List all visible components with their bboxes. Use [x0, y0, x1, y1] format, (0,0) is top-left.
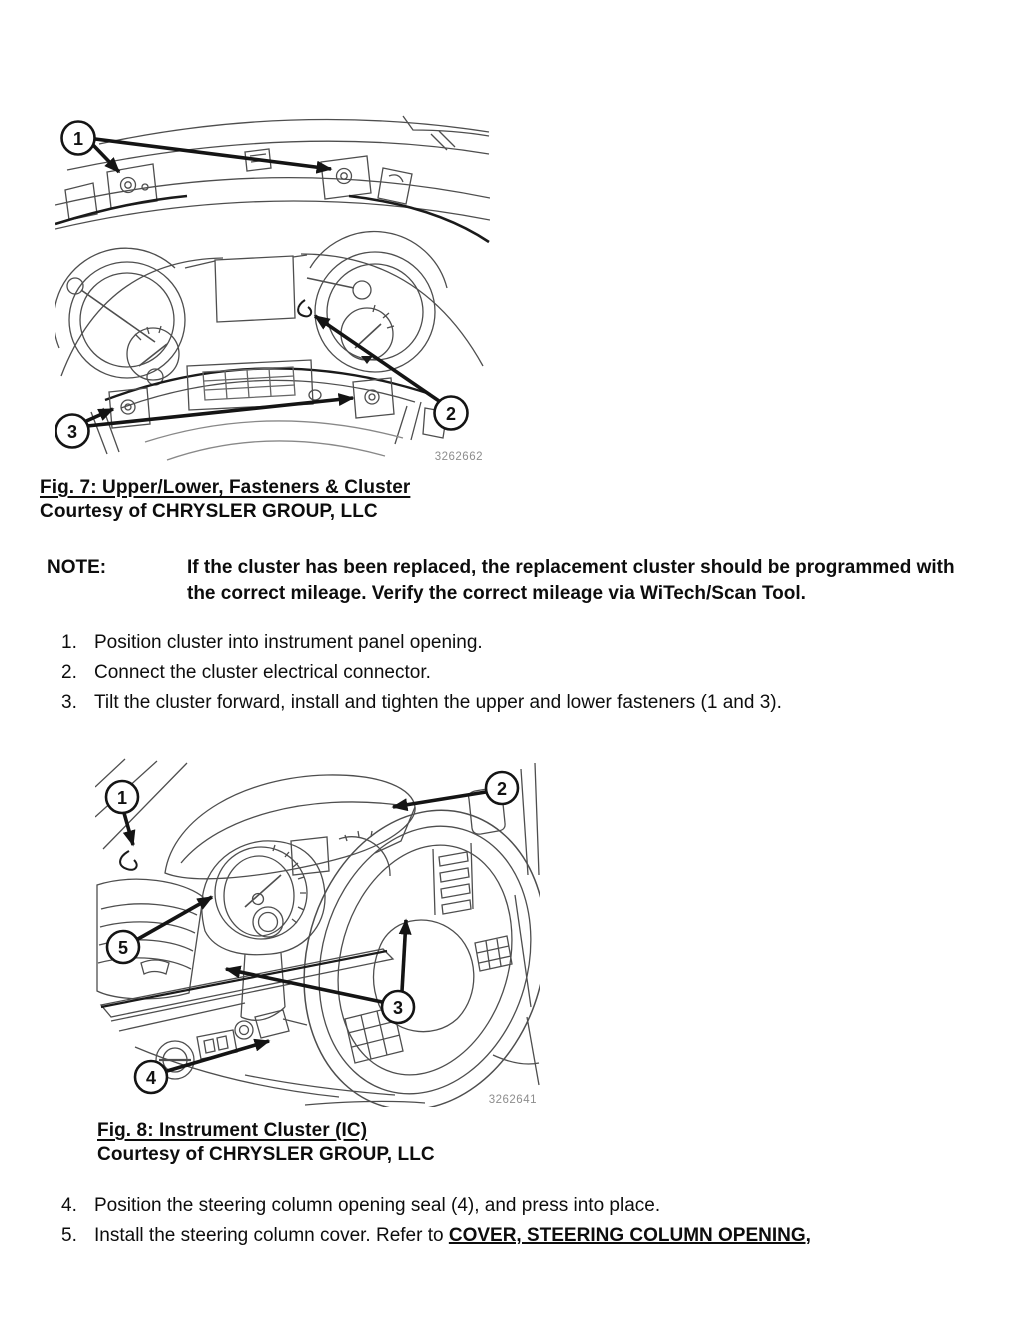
- figure-7-id-number: 3262662: [434, 451, 483, 463]
- note-label: NOTE:: [47, 557, 107, 578]
- fig8-lineart: [95, 759, 540, 1107]
- step-3-text: Tilt the cluster forward, install and tighten the upper and lower fasteners (1 and 3).: [94, 692, 782, 713]
- figure-7-caption-title: Fig. 7: Upper/Lower, Fasteners & Cluster: [40, 477, 411, 498]
- step-4-number: 4.: [61, 1195, 77, 1216]
- step-1: [61, 632, 981, 653]
- figure-7-caption-courtesy: Courtesy of CHRYSLER GROUP, LLC: [40, 501, 378, 522]
- fig8-callouts: [106, 772, 518, 1093]
- fig8-callout-2-label: 2: [496, 779, 508, 799]
- fig7-callout-2-label: 2: [445, 404, 457, 424]
- fig8-callout-2: [486, 772, 518, 804]
- fig8-callout-4-label: 4: [145, 1068, 157, 1088]
- step-5: [61, 1225, 981, 1246]
- fig7-lineart: [55, 116, 490, 460]
- figure-8-caption-courtesy: Courtesy of CHRYSLER GROUP, LLC: [97, 1144, 435, 1165]
- fig7-callout-2: [435, 397, 468, 430]
- figure-8-caption: [97, 1119, 435, 1167]
- fig7-callout-1-label: 1: [72, 129, 84, 149]
- installation-steps-4-5: [61, 1195, 981, 1255]
- fig8-callout-1: [106, 781, 138, 813]
- cover-steering-column-opening-link[interactable]: COVER, STEERING COLUMN OPENING,: [448, 1225, 811, 1246]
- installation-steps-1-3: [61, 632, 981, 722]
- fig8-callout-5: [107, 931, 139, 963]
- note-text: If the cluster has been replaced, the replacement cluster should be programmed with the correct mileage. Verify the correct mileage via WiTech/Scan Tool.: [187, 557, 955, 604]
- figure-7-caption: [40, 476, 410, 524]
- fig7-callout-1: [62, 122, 95, 155]
- figure-8-caption-title: Fig. 8: Instrument Cluster (IC): [97, 1120, 368, 1141]
- fig8-callout-5-label: 5: [117, 938, 129, 958]
- fig7-callout-3: [56, 415, 89, 448]
- step-3-number: 3.: [61, 692, 77, 713]
- fig8-callout-1-label: 1: [116, 788, 128, 808]
- step-1-text: Position cluster into instrument panel opening.: [94, 632, 483, 653]
- figure-8-id-number: 3262641: [488, 1094, 537, 1106]
- fig8-callout-3: [382, 991, 414, 1023]
- note-block: [47, 555, 987, 607]
- step-1-number: 1.: [61, 632, 77, 653]
- step-5-text-before-link: Install the steering column cover. Refer to: [94, 1225, 449, 1246]
- fig8-callout-3-label: 3: [392, 998, 404, 1018]
- step-5-number: 5.: [61, 1225, 77, 1246]
- step-3: [61, 692, 981, 713]
- step-5-text: [94, 1225, 811, 1246]
- step-2-number: 2.: [61, 662, 77, 683]
- step-2-text: Connect the cluster electrical connector.: [94, 662, 431, 683]
- step-4: [61, 1195, 981, 1216]
- step-2: [61, 662, 981, 683]
- step-4-text: Position the steering column opening seal (4), and press into place.: [94, 1195, 661, 1216]
- figure-7-illustration: [55, 108, 490, 466]
- figure-8-illustration: [95, 755, 540, 1107]
- fig8-callout-4: [135, 1061, 167, 1093]
- fig7-callout-3-label: 3: [66, 422, 78, 442]
